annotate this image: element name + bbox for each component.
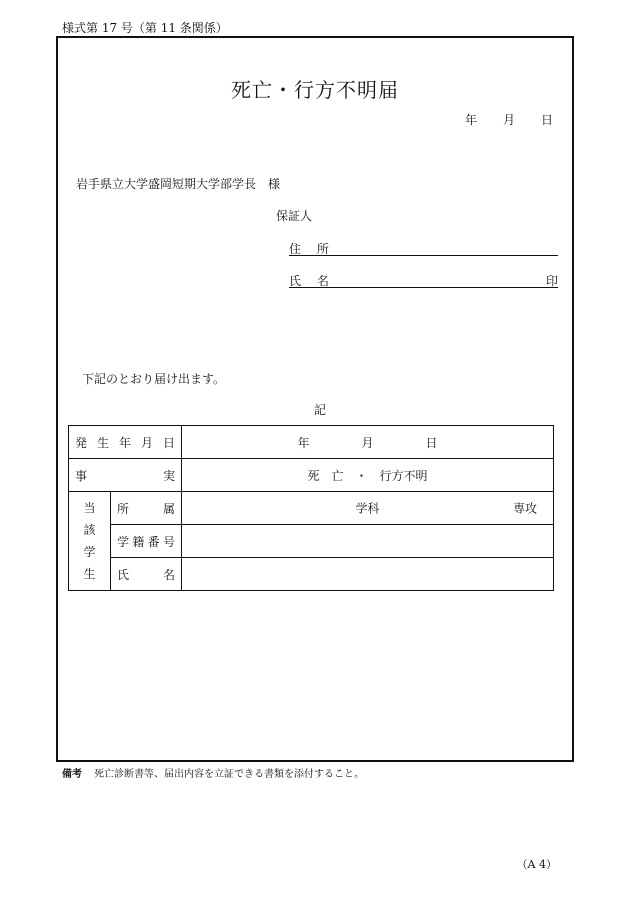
- student-number-value[interactable]: [182, 525, 554, 558]
- guarantor-label: 保証人: [276, 209, 313, 223]
- affiliation-label: 所 属: [111, 492, 182, 525]
- department-label: 学科: [355, 501, 380, 516]
- table-row: [69, 525, 554, 558]
- paper-size: （A 4）: [516, 858, 557, 871]
- remarks: [62, 765, 364, 780]
- major-label: 専攻: [512, 501, 537, 516]
- student-name-label: 氏 名: [111, 558, 182, 591]
- occurrence-date-value[interactable]: 年 月 日: [182, 426, 554, 459]
- student-name-value[interactable]: [182, 558, 554, 591]
- form-title: 死亡・行方不明届: [231, 78, 399, 102]
- ki-heading: 記: [313, 403, 326, 417]
- intro-text: 下記のとおり届け出ます。: [82, 372, 226, 386]
- guarantor-address-field[interactable]: [289, 238, 558, 256]
- date-month: 月: [502, 113, 515, 127]
- affiliation-value[interactable]: [182, 492, 554, 525]
- submission-date: [465, 111, 553, 128]
- name-label: 氏 名: [289, 274, 335, 288]
- form-number: 様式第 17 号（第 11 条関係）: [62, 21, 228, 35]
- occurrence-date-label: 発 生 年 月 日: [69, 426, 182, 459]
- guarantor-name-field[interactable]: [289, 270, 558, 288]
- table-row: [69, 426, 554, 459]
- detail-table: [68, 425, 554, 591]
- table-row: [69, 492, 554, 525]
- seal-mark: 印: [545, 274, 558, 288]
- student-number-label: 学 籍 番 号: [111, 525, 182, 558]
- fact-value[interactable]: 死 亡 ・ 行方不明: [182, 459, 554, 492]
- form-frame: [56, 36, 574, 762]
- table-row: [69, 459, 554, 492]
- recipient: 岩手県立大学盛岡短期大学部学長 様: [76, 177, 281, 191]
- fact-label: 事 実: [69, 459, 182, 492]
- address-label: 住 所: [289, 242, 335, 256]
- student-group-label: 当 該 学 生: [69, 492, 111, 591]
- remarks-text: 死亡診断書等、届出内容を立証できる書類を添付すること。: [94, 769, 364, 780]
- date-day: 日: [540, 113, 553, 127]
- date-year: 年: [464, 113, 477, 127]
- table-row: [69, 558, 554, 591]
- remarks-label: 備考: [62, 769, 82, 780]
